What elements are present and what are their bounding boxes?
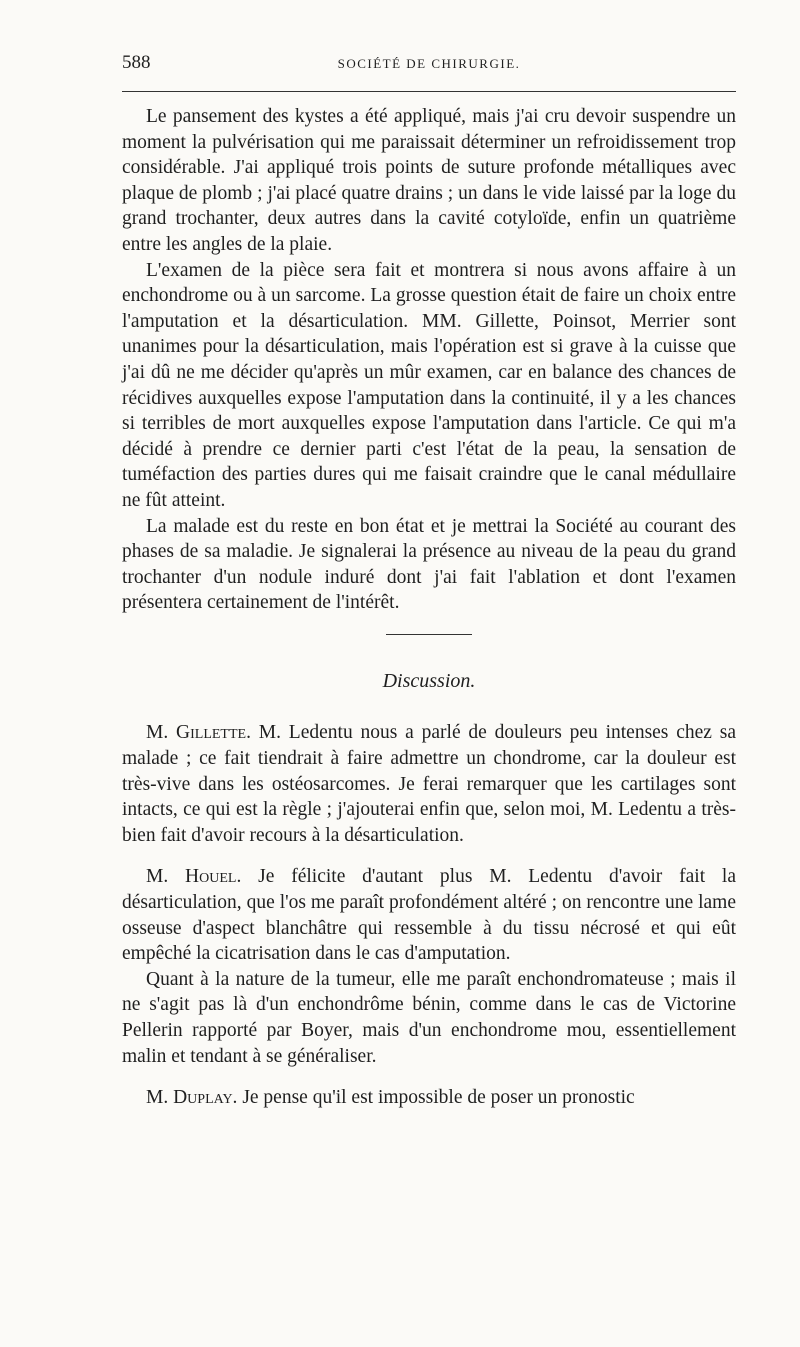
paragraph-patient-state: La malade est du reste en bon état et je mettrai la Société au courant des phases de sa maladie. Je signalerai la présence au niveau de la peau du grand trochanter d'un nodule induré dont j'ai fait l'ablation et dont l'examen présentera certainement de l'intérêt.: [122, 515, 736, 614]
discussion-gillette: [122, 720, 736, 848]
page-body: [122, 104, 736, 1111]
speaker-name: M. Duplay.: [146, 1087, 238, 1109]
page-number: 588: [122, 52, 151, 73]
section-separator: [386, 634, 472, 635]
discussion-duplay: [122, 1085, 736, 1111]
running-head: SOCIÉTÉ DE CHIRURGIE.: [337, 56, 521, 71]
header-rule: [122, 91, 736, 92]
paragraph-examination: L'examen de la pièce sera fait et montrera si nous avons affaire à un enchondrome ou à un sarcome. La grosse question était de faire un choix entre l'amputation et la désarticulation. MM. Gillette, Poinsot, Merrier sont unanimes pour la désarticulation, mais l'opération est si grave à la cuisse que j'ai dû ne me décider qu'après un mûr examen, car en balance des chances de récidives auxquelles expose l'amputation dans la continuité, il y a les chances si terribles de mort auxquelles expose l'amputation dans l'article. Ce qui m'a décidé à prendre ce dernier parti c'est l'état de la peau, la sensation de tuméfaction des parties dures qui me faisait craindre que le canal médullaire ne fût atteint.: [122, 259, 736, 511]
paragraph-dressing: Le pansement des kystes a été appliqué, mais j'ai cru devoir suspendre un moment la pulvérisation qui me paraissait déterminer un refroidissement trop considérable. J'ai appliqué trois points de suture profonde métalliques avec plaque de plomb ; j'ai placé quatre drains ; un dans le vide laissé par la loge du grand trochanter, deux autres dans la cavité cotyloïde, enfin un quatrième entre les angles de la plaie.: [122, 106, 736, 255]
section-title: Discussion.: [382, 669, 476, 692]
speech-text: Je pense qu'il est impossible de poser un pronostic: [237, 1087, 635, 1109]
speech-text: Je félicite d'autant plus M. Ledentu d'avoir fait la désarticulation, que l'os me paraît profondément altéré ; on rencontre une lame osseuse d'aspect blanchâtre qui ressemble à du tissu nécrosé et qui eût empêché la cicatrisation dans le cas d'amputation.: [122, 866, 737, 965]
speaker-name: M. Gillette.: [146, 722, 251, 744]
page-header: [122, 52, 736, 82]
speech-text: M. Ledentu nous a parlé de douleurs peu intenses chez sa malade ; ce fait tiendrait à faire admettre un chondrome, car la douleur est très-vive dans les ostéosarcomes. Je ferai remarquer que les cartilages sont intacts, ce qui est la règle ; j'ajouterai enfin que, selon moi, M. Ledentu a très-bien fait d'avoir recours à la désarticulation.: [122, 722, 736, 846]
discussion-houel: [122, 864, 736, 966]
speaker-name: M. Houel.: [146, 866, 242, 888]
discussion-houel-continued: Quant à la nature de la tumeur, elle me paraît enchondromateuse ; mais il ne s'agit pas là d'un enchondrôme bénin, comme dans le cas de Victorine Pellerin rapporté par Boyer, mais d'un enchondrome mou, essentiellement malin et tendant à se généraliser.: [122, 968, 736, 1067]
